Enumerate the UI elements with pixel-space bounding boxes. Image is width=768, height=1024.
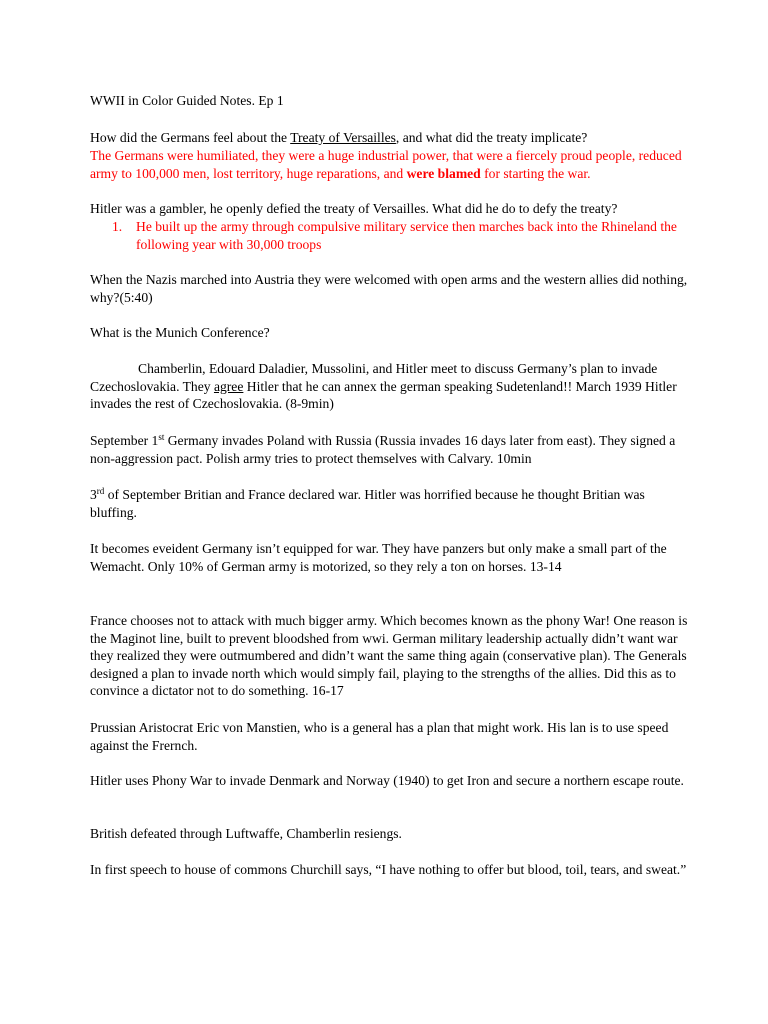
declare-post: of September Britian and France declared war. Hitler was horrified because he thought Britian was bluffing. xyxy=(90,487,645,520)
doc-title: WWII in Color Guided Notes. Ep 1 xyxy=(90,93,284,108)
answer-treaty xyxy=(90,147,690,182)
phony-war-paragraph: France chooses not to attack with much bigger army. Which becomes known as the phony War! One reason is the Maginot line, built to prevent bloodshed from wwi. German military leadership actually didn’t want war they realized they were outmumbered and didn’t want the same thing again (conservative plan). The Generals designed a plan to invade north which would simply fail, playing to the strengths of the allies. Did this as to convince a dictator not to do something. 16-17 xyxy=(90,613,688,698)
question-defy: Hitler was a gambler, he openly defied the treaty of Versailles. What did he do to defy the treaty? xyxy=(90,201,618,216)
declare-pre: 3 xyxy=(90,487,97,502)
question-treaty-pre: How did the Germans feel about the xyxy=(90,130,291,145)
declare-paragraph xyxy=(90,486,690,521)
list-number: 1. xyxy=(112,219,123,234)
poland-pre: September 1 xyxy=(90,433,159,448)
poland-paragraph xyxy=(90,432,690,467)
churchill-paragraph: In first speech to house of commons Churchill says, “I have nothing to offer but blood, toil, tears, and sweat.” xyxy=(90,862,687,877)
question-munich: What is the Munich Conference? xyxy=(90,325,270,340)
treaty-term: Treaty of Versailles xyxy=(290,130,396,145)
munich-post: Hitler that he can annex the german speaking Sudetenland!! March 1939 Hitler invades the rest of Czechoslovakia. (8-9min) xyxy=(90,378,677,411)
question-austria: When the Nazis marched into Austria they were welcomed with open arms and the western allies did nothing, why?(5:40) xyxy=(90,272,688,305)
answer-treaty-bold: were blamed xyxy=(406,165,481,181)
manstien-paragraph: Prussian Aristocrat Eric von Manstien, who is a general has a plan that might work. His lan is to use speed against the Frernch. xyxy=(90,720,669,753)
answer-defy-item xyxy=(112,218,692,253)
declare-sup: rd xyxy=(96,486,105,496)
answer-treaty-post: for starting the war. xyxy=(480,165,591,181)
poland-post: Germany invades Poland with Russia (Russia invades 16 days later from east). They signed a non-aggression pact. Polish army tries to protect themselves with Calvary. 10min xyxy=(90,433,676,466)
question-treaty xyxy=(90,129,690,147)
munich-paragraph xyxy=(90,360,690,413)
denmark-paragraph: Hitler uses Phony War to invade Denmark and Norway (1940) to get Iron and secure a northern escape route. xyxy=(90,773,684,788)
answer-defy-text: He built up the army through compulsive military service then marches back into the Rhineland the following year with 30,000 troops xyxy=(136,219,677,252)
answer-treaty-pre: The Germans were humiliated, they were a huge industrial power, that were a fiercely proud people, reduced army to 100,000 men, lost territory, huge reparations, and xyxy=(90,148,682,181)
british-paragraph: British defeated through Luftwaffe, Chamberlin resiengs. xyxy=(90,826,402,841)
question-treaty-post: , and what did the treaty implicate? xyxy=(395,130,588,145)
equipped-paragraph: It becomes eveident Germany isn’t equipped for war. They have panzers but only make a small part of the Wemacht. Only 10% of German army is motorized, so they rely a ton on horses. 13-14 xyxy=(90,541,667,574)
munich-pre: Chamberlin, Edouard Daladier, Mussolini, and Hitler meet to discuss Germany’s plan to invade Czechoslovakia. They xyxy=(90,361,658,394)
poland-sup: st xyxy=(158,432,165,442)
munich-agree: agree xyxy=(213,378,244,394)
